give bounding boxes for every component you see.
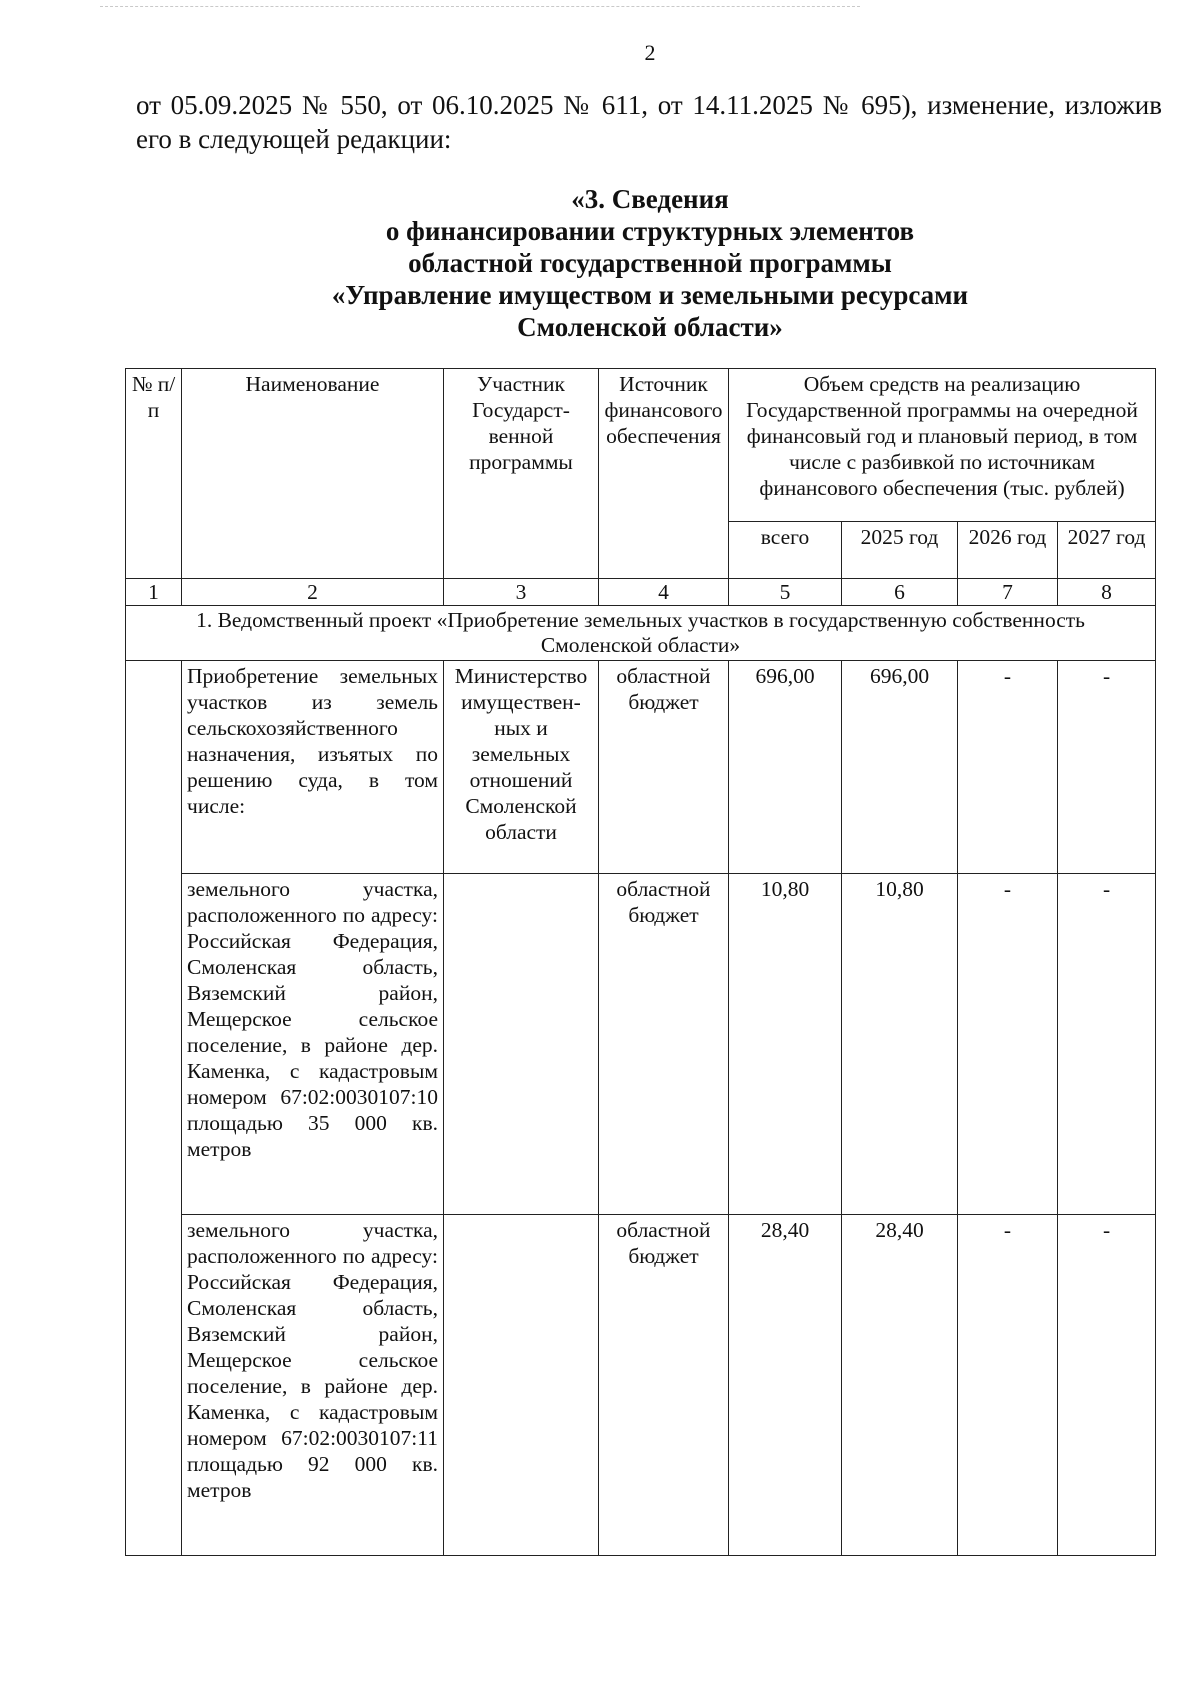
row-total: 696,00 xyxy=(729,661,842,874)
section-title: 1. Ведомственный проект «Приобретение земельных участков в государственную собственность Смоленской области» xyxy=(126,606,1156,661)
header-participant: Участник Государст-венной программы xyxy=(444,369,599,579)
heading-line-2: о финансировании структурных элементов xyxy=(385,216,915,246)
col-number: 4 xyxy=(599,579,729,606)
header-volume-group: Объем средств на реализацию Государственной программы на очередной финансовый год и плановый период, в том числе с разбивкой по источникам финансового обеспечения (тыс. рублей) xyxy=(729,369,1156,522)
row-participant: Министерство имуществен-ных и земельных отношений Смоленской области xyxy=(444,661,599,874)
row-2025: 696,00 xyxy=(842,661,958,874)
row-2027: - xyxy=(1058,874,1156,1215)
row-total: 28,40 xyxy=(729,1215,842,1556)
heading-line-1: «3. Сведения xyxy=(571,184,729,214)
col-number: 6 xyxy=(842,579,958,606)
intro-paragraph xyxy=(136,88,1162,156)
col-number: 1 xyxy=(126,579,182,606)
table-row xyxy=(126,1215,1156,1556)
heading-line-5: Смоленской области» xyxy=(517,312,783,342)
row-source: областной бюджет xyxy=(599,661,729,874)
col-number: 2 xyxy=(182,579,444,606)
row-source: областной бюджет xyxy=(599,874,729,1215)
row-name: земельного участка, расположенного по адресу: Российская Федерация, Смоленская область, Вяземский район, Мещерское сельское поселение, в районе дер. Каменка, с кадастровым номером 67:02:0030107:11 площадью 92 000 кв. метров xyxy=(182,1215,444,1556)
header-2027: 2027 год xyxy=(1058,522,1156,579)
heading-line-4: «Управление имуществом и земельными ресурсами xyxy=(331,280,969,310)
table-row xyxy=(126,661,1156,874)
row-2027: - xyxy=(1058,661,1156,874)
header-total: всего xyxy=(729,522,842,579)
column-number-row xyxy=(126,579,1156,606)
row-name: Приобретение земельных участков из земель сельскохозяйственного назначения, изъятых по решению суда, в том числе: xyxy=(182,661,444,874)
header-2026: 2026 год xyxy=(958,522,1058,579)
heading-line-3: областной государственной программы xyxy=(408,248,892,278)
col-number: 3 xyxy=(444,579,599,606)
row-2026: - xyxy=(958,661,1058,874)
intro-line-1: от 05.09.2025 № 550, от 06.10.2025 № 611, от 14.11.2025 № 695), изменение, изложив xyxy=(136,90,1162,120)
financing-table xyxy=(125,368,1156,1556)
row-2026: - xyxy=(958,1215,1058,1556)
header-source: Источник финансового обеспечения xyxy=(599,369,729,579)
row-2026: - xyxy=(958,874,1058,1215)
row-participant xyxy=(444,874,599,1215)
header-name: Наименование xyxy=(182,369,444,579)
row-name: земельного участка, расположенного по адресу: Российская Федерация, Смоленская область, Вяземский район, Мещерское сельское поселение, в районе дер. Каменка, с кадастровым номером 67:02:0030107:10 площадью 35 000 кв. метров xyxy=(182,874,444,1215)
col-number: 7 xyxy=(958,579,1058,606)
header-2025: 2025 год xyxy=(842,522,958,579)
header-number: № п/п xyxy=(126,369,182,579)
page-number: 2 xyxy=(644,40,656,65)
row-total: 10,80 xyxy=(729,874,842,1215)
intro-line-2: его в следующей редакции: xyxy=(136,124,452,154)
col-number: 8 xyxy=(1058,579,1156,606)
table-row xyxy=(126,874,1156,1215)
scan-artifact-line xyxy=(100,6,860,7)
row-2025: 10,80 xyxy=(842,874,958,1215)
row-2027: - xyxy=(1058,1215,1156,1556)
section-row xyxy=(126,606,1156,661)
row-2025: 28,40 xyxy=(842,1215,958,1556)
row-source: областной бюджет xyxy=(599,1215,729,1556)
row-number-cell xyxy=(126,661,182,1556)
row-participant xyxy=(444,1215,599,1556)
header-row-1 xyxy=(126,369,1156,522)
col-number: 5 xyxy=(729,579,842,606)
section-heading xyxy=(0,183,1200,343)
